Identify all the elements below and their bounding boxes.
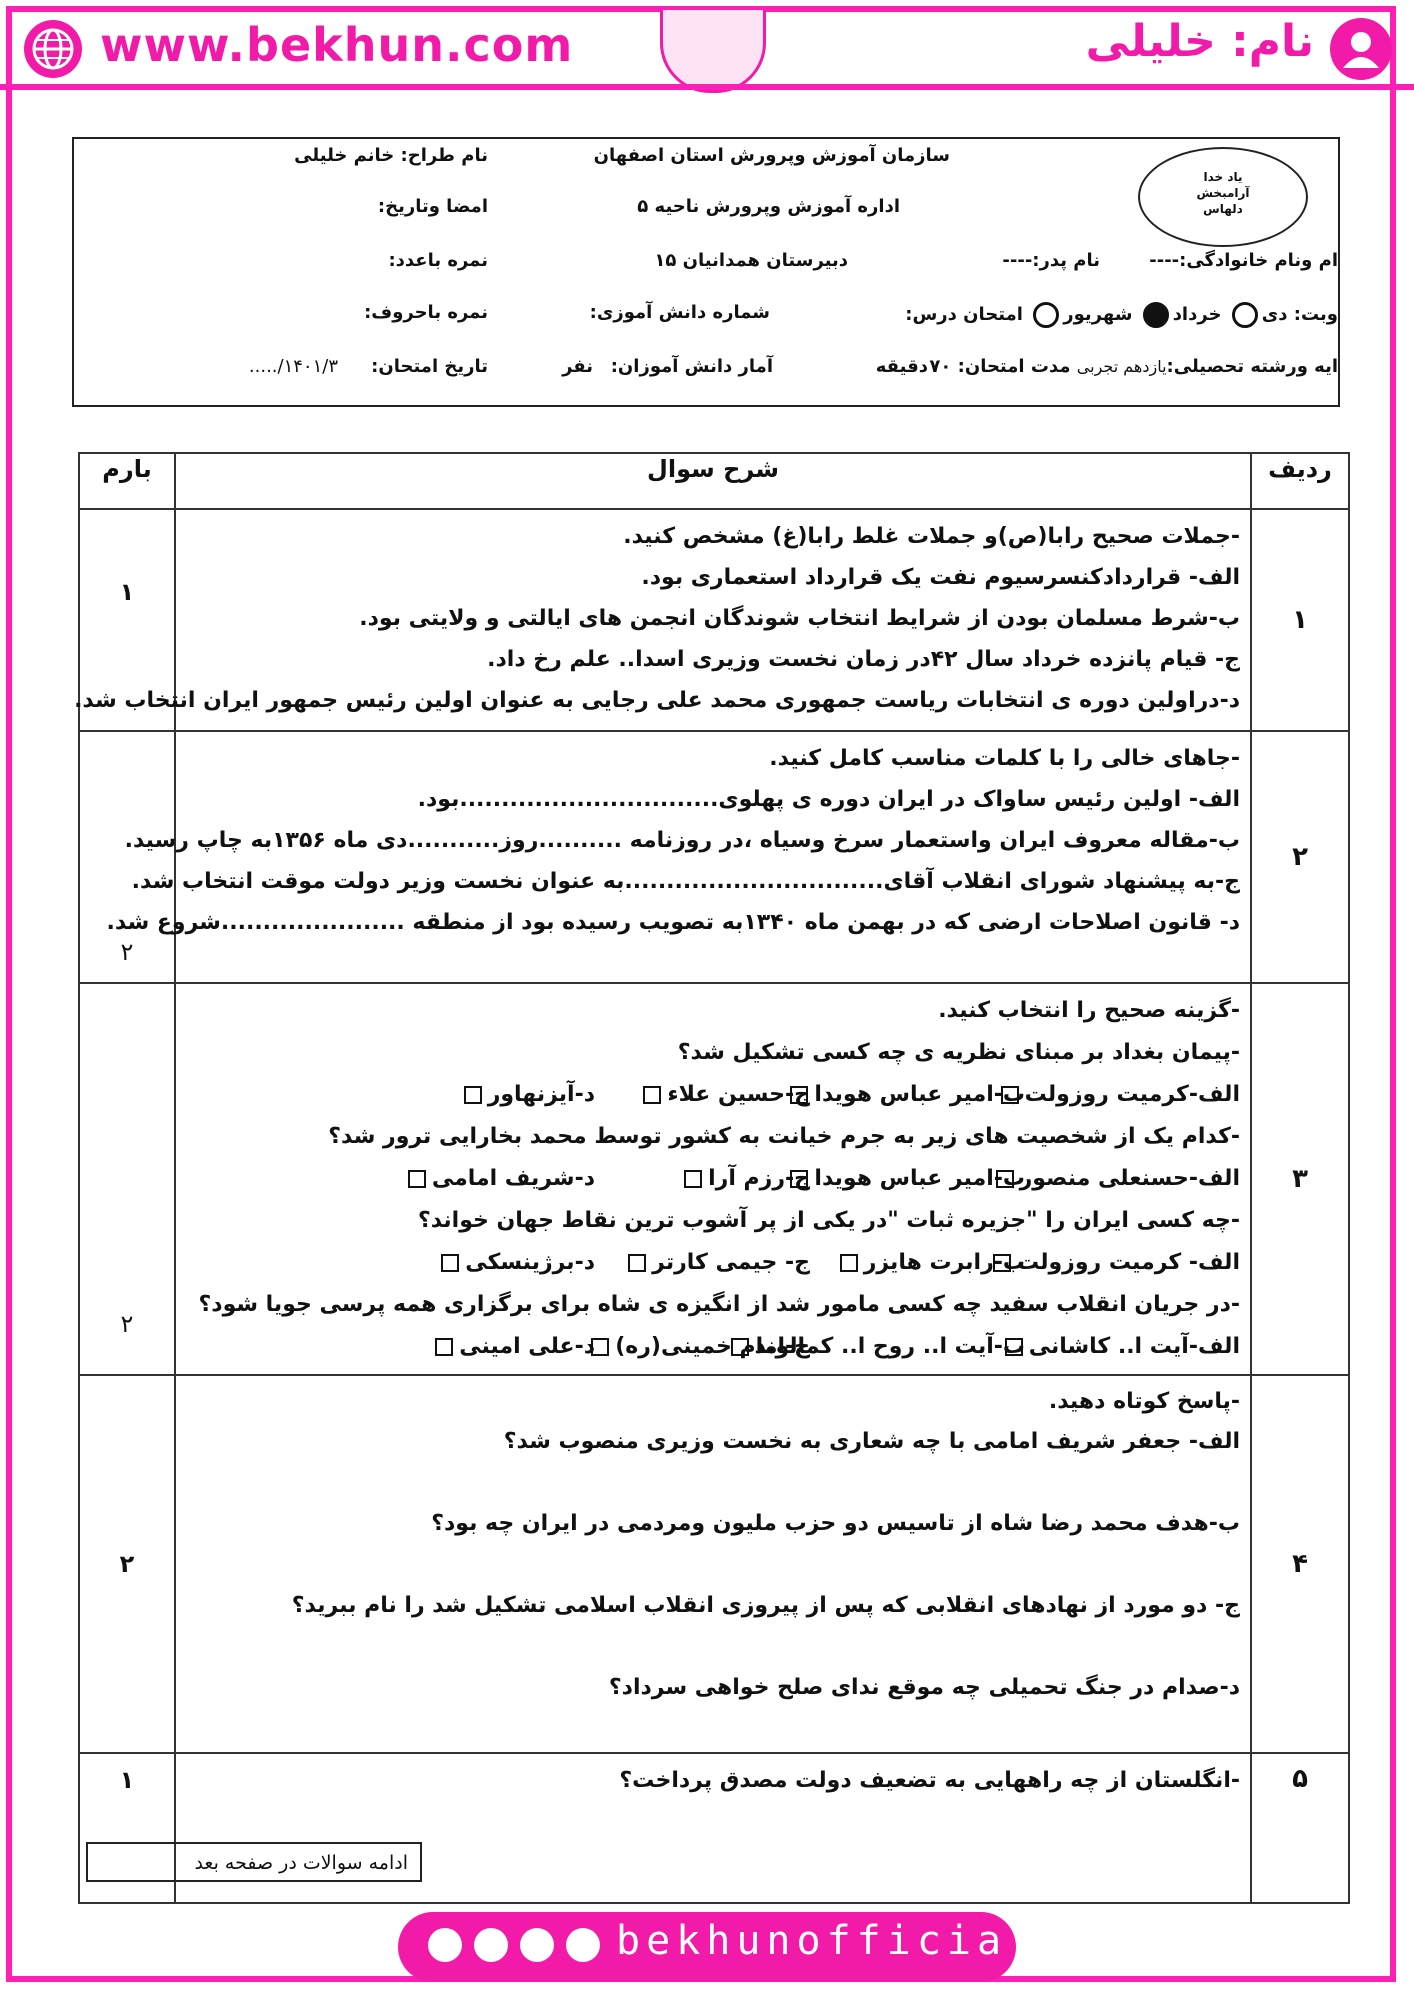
col-desc-header: شرح سوال xyxy=(175,453,1251,509)
q2-body: -جاهای خالی را با کلمات مناسب کامل کنید. الف- اولین رئیس ساواک در ایران دوره ی پهلوی...............................بود. ب-مقاله معروف ایران واستعمار سرخ وسیاه ،در روزنامه ..........روز...........دی ماه ۱۳۵۶به چاپ رسید. ج-به پیشنهاد شورای انقلاب آقای...............................به عنوان نخست وزیر دولت موقت انتخاب شد. د- قانون اصلاحات ارضی که در بهمن ماه ۱۳۴۰به تصویب رسیده بود از منطقه ......................شروع شد. xyxy=(175,731,1251,983)
q5-number: ۵ xyxy=(1251,1753,1349,1903)
person-unit: نفر xyxy=(562,356,593,377)
student-stats-label: آمار دانش آموزان: xyxy=(610,356,773,377)
option[interactable]: ب-آیت ا.. روح ا.. کمالوند xyxy=(810,1326,1025,1368)
q5-score: ۱ xyxy=(79,1753,175,1903)
youtube-icon[interactable] xyxy=(474,1928,508,1962)
exam-date-label: تاریخ امتحان: xyxy=(371,356,488,377)
minute-label: دقیقه xyxy=(875,356,928,377)
q5-body: -انگلستان از چه راههایی به تضعیف دولت مصدق پرداخت؟ xyxy=(175,1753,1251,1903)
option[interactable]: د-شریف امامی xyxy=(380,1158,595,1200)
site-url[interactable]: www.bekhun.com xyxy=(100,18,574,72)
father-name-label: نام پدر:---- xyxy=(1002,250,1100,271)
designer: نام طراح: خانم خلیلی xyxy=(294,145,488,166)
score-digits-label: نمره باعدد: xyxy=(388,250,488,271)
option[interactable]: الف-حسنعلی منصور xyxy=(1025,1158,1240,1200)
option[interactable]: ج-امام خمینی(ره) xyxy=(595,1326,810,1368)
q3-score: ۲ xyxy=(79,983,175,1375)
q1-score: ۱ xyxy=(79,509,175,731)
option[interactable]: الف-آیت ا.. کاشانی xyxy=(1025,1326,1240,1368)
radio-dey[interactable] xyxy=(1232,302,1258,328)
option[interactable]: ب-رابرت هایزر xyxy=(810,1242,1025,1284)
student-number-label: شماره دانش آموزی: xyxy=(589,302,770,323)
question-row-4 xyxy=(79,1375,1349,1753)
score-letters-label: نمره باحروف: xyxy=(364,302,488,323)
office-title: اداره آموزش وپرورش ناحیه ۵ xyxy=(637,196,900,217)
org-title: سازمان آموزش وپرورش استان اصفهان xyxy=(593,145,950,166)
question-table xyxy=(74,452,1350,1904)
option[interactable]: ج-حسین علاء xyxy=(595,1074,810,1116)
col-row-header: ردیف xyxy=(1251,453,1349,509)
school-name: دبیرستان همدانیان ۱۵ xyxy=(654,250,848,271)
option[interactable]: ب-امیر عباس هویدا xyxy=(810,1074,1025,1116)
instagram-icon[interactable] xyxy=(566,1928,600,1962)
option[interactable]: د-برژینسکی xyxy=(380,1242,595,1284)
q3c-options xyxy=(186,1242,1240,1284)
q1-body: -جملات صحیح رابا(ص)و جملات غلط رابا(غ) مشخص کنید. الف- قراردادکنسرسیوم نفت یک قرارداد استعماری بود. ب-شرط مسلمان بودن از شرایط انتخاب شوندگان انجمن های ایالتی و ولایتی بود. ج- قیام پانزده خرداد سال ۴۲در زمان نخست وزیری اسدا.. علم رخ داد. د-دراولین دوره ی انتخابات ریاست جمهوری محمد علی رجایی به عنوان اولین رئیس جمهور ایران انتخاب شد. xyxy=(175,509,1251,731)
q3d-options xyxy=(186,1326,1240,1368)
option[interactable]: د-آیزنهاور xyxy=(380,1074,595,1116)
author-name: نام: خلیلی xyxy=(1085,16,1314,67)
top-divider xyxy=(0,84,1414,90)
q3-number: ۳ xyxy=(1251,983,1349,1375)
q4-body: -پاسخ کوتاه دهید. الف- جعفر شریف امامی با چه شعاری به نخست وزیری منصوب شد؟ ب-هدف محمد رضا شاه از تاسیس دو حزب ملیون ومردمی در ایران چه بود؟ ج- دو مورد از نهادهای انقلابی که پس از پیروزی انقلاب اسلامی تشکیل شد را نام ببرید؟ د-صدام در جنگ تحمیلی چه موقع ندای صلح خواهی سرداد؟ xyxy=(175,1375,1251,1753)
option[interactable]: الف-کرمیت روزولت xyxy=(1025,1074,1240,1116)
exam-header xyxy=(72,137,1340,407)
q4-score: ۲ xyxy=(79,1375,175,1753)
grade-row: ایه ورشته تحصیلی:یازدهم تجربی مدت امتحان: ۷۰ xyxy=(929,356,1338,377)
col-score-header: بارم xyxy=(79,453,175,509)
cloud-bubble: یاد خدا آرامبخش دلهاس xyxy=(1138,147,1308,247)
globe-icon xyxy=(24,20,82,78)
question-row-1 xyxy=(79,509,1349,731)
aparat-icon[interactable] xyxy=(428,1928,462,1962)
q4-number: ۴ xyxy=(1251,1375,1349,1753)
option[interactable]: د-علی امینی xyxy=(380,1326,595,1368)
student-name-label: ام ونام خانوادگی:---- xyxy=(1149,250,1338,271)
option[interactable]: ب-امیر عباس هویدا xyxy=(810,1158,1025,1200)
social-icons xyxy=(428,1928,600,1962)
q3b-options xyxy=(186,1158,1240,1200)
question-row-2 xyxy=(79,731,1349,983)
q3a-options xyxy=(186,1074,1240,1116)
radio-khordad[interactable] xyxy=(1143,302,1169,328)
exam-date-value: ۱۴۰۱/۳/..... xyxy=(248,356,338,377)
telegram-icon[interactable] xyxy=(520,1928,554,1962)
option[interactable]: الف- کرمیت روزولت xyxy=(1025,1242,1240,1284)
table-header-row xyxy=(79,453,1349,509)
person-icon xyxy=(1330,18,1392,80)
continue-note: ادامه سوالات در صفحه بعد xyxy=(86,1842,422,1882)
option[interactable]: ج- جیمی کارتر xyxy=(595,1242,810,1284)
turn-row: وبت: دی خرداد شهریور امتحان درس: xyxy=(905,302,1338,328)
q2-number: ۲ xyxy=(1251,731,1349,983)
social-handle[interactable]: bekhunofficial xyxy=(616,1918,1038,1964)
signature-label: امضا وتاریخ: xyxy=(377,196,488,217)
radio-shahrivar[interactable] xyxy=(1033,302,1059,328)
q1-number: ۱ xyxy=(1251,509,1349,731)
option[interactable]: ج-رزم آرا xyxy=(595,1158,810,1200)
question-row-3 xyxy=(79,983,1349,1375)
q2-score: ۲ xyxy=(79,731,175,983)
q3-body: -گزینه صحیح را انتخاب کنید. -پیمان بغداد بر مبنای نظریه ی چه کسی تشکیل شد؟ الف-کرمیت روزولت ب-امیر عباس هویدا ج-حسین علاء د-آیزنهاور -کدام یک از شخصیت های زیر به جرم خیانت به کشور توسط محمد بخارایی ترور شد؟ الف-حسنعلی منصور ب-امیر عباس هویدا ج-رزم آرا د-شریف امامی -چه کسی ایران را "جزیره ثبات "در یکی از پر آشوب ترین نقاط جهان خواند؟ الف- کرمیت روزولت ب-رابرت هایزر ج- جیمی کارتر د-برژینسکی -در جریان انقلاب سفید چه کسی مامور شد از انگیزه ی شاه برای برگزاری همه پرسی جویا شود؟ الف-آیت ا.. کاشانی ب-آیت ا.. روح ا.. کمالوند ج-امام خمینی(ره) د-علی امینی xyxy=(175,983,1251,1375)
